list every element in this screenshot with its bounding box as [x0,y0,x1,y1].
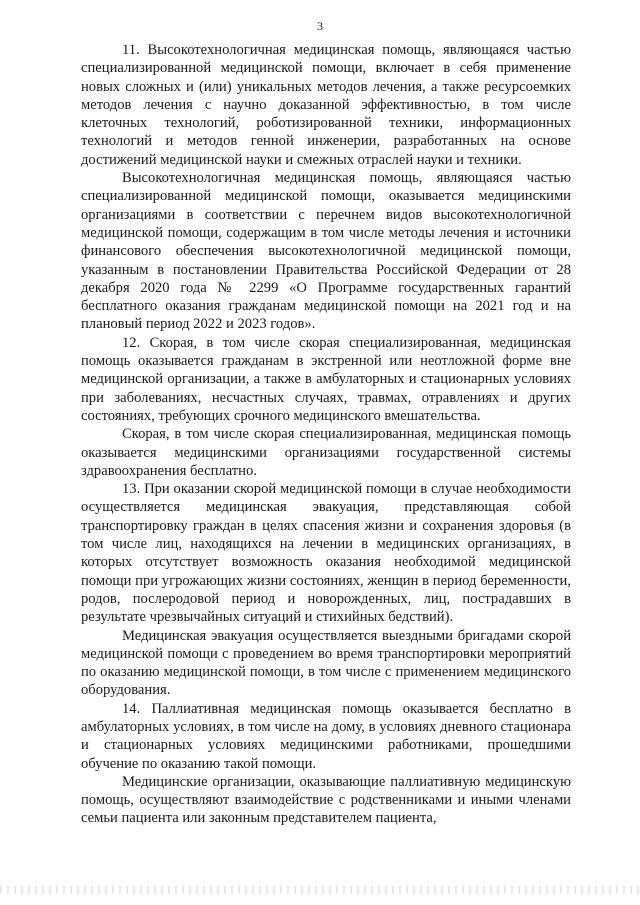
paragraph-13-medical-evacuation: 13. При оказании скорой медицинской помощи в случае необходимости осуществляется медицинская эвакуация, представляющая собой транспортировку граждан в целях спасения жизни и сохранения здоровья (в том числе лиц, находящихся на лечении в медицинских организациях, в которых отсутствует возможность оказания необходимой медицинской помощи при угрожающих жизни состояниях, женщин в период беременности, родов, послеродовой период и новорожденных, лиц, пострадавших в результате чрезвычайных ситуаций и стихийных бедствий). [81,481,571,626]
scan-artifact-line [0,886,640,894]
document-body [81,41,571,828]
page-number: 3 [317,19,323,33]
paragraph-14-palliative-care: 14. Паллиативная медицинская помощь оказывается бесплатно в амбулаторных условиях, в том числе на дому, в условиях дневного стационара и стационарных условиях медицинскими работниками, прошедшими обучение по оказанию такой помощи. [81,700,571,772]
paragraph-evacuation-teams: Медицинская эвакуация осуществляется выездными бригадами скорой медицинской помощи с проведением во время транспортировки мероприятий по оказанию медицинской помощи, в том числе с применением медицинского оборудования. [81,627,571,699]
paragraph-11-high-tech-care: 11. Высокотехнологичная медицинская помощь, являющаяся частью специализированной медицинской помощи, включает в себя применение новых сложных и (или) уникальных методов лечения, а также ресурсоемких методов лечения с научно доказанной эффективностью, в том числе клеточных технологий, роботизированной техники, информационных технологий и методов генной инженерии, разработанных на основе достижений медицинской науки и смежных отраслей науки и техники. [81,42,571,168]
paragraph-12-emergency-care: 12. Скорая, в том числе скорая специализированная, медицинская помощь оказывается гражданам в экстренной или неотложной форме вне медицинской организации, а также в амбулаторных и стационарных условиях при заболеваниях, несчастных случаях, травмах, отравлениях и других состояниях, требующих срочного медицинского вмешательства. [81,334,571,424]
paragraph-emergency-care-free: Скорая, в том числе скорая специализированная, медицинская помощь оказывается медицинскими организациями государственной системы здравоохранения бесплатно. [81,426,571,479]
paragraph-high-tech-care-provision: Высокотехнологичная медицинская помощь, являющаяся частью специализированной медицинской помощи, оказывается медицинскими организациями в соответствии с перечнем видов высокотехнологичной медицинской помощи, содержащим в том числе методы лечения и источники финансового обеспечения высокотехнологичной медицинской помощи, указанным в постановлении Правительства Российской Федерации от 28 декабря 2020 года № 2299 «О Программе государственных гарантий бесплатного оказания гражданам медицинской помощи на 2021 год и на плановый период 2022 и 2023 годов». [81,170,571,333]
paragraph-palliative-organizations: Медицинские организации, оказывающие паллиативную медицинскую помощь, осуществляют взаимодействие с родственниками и иными членами семьи пациента или законным представителем пациента, [81,773,571,827]
